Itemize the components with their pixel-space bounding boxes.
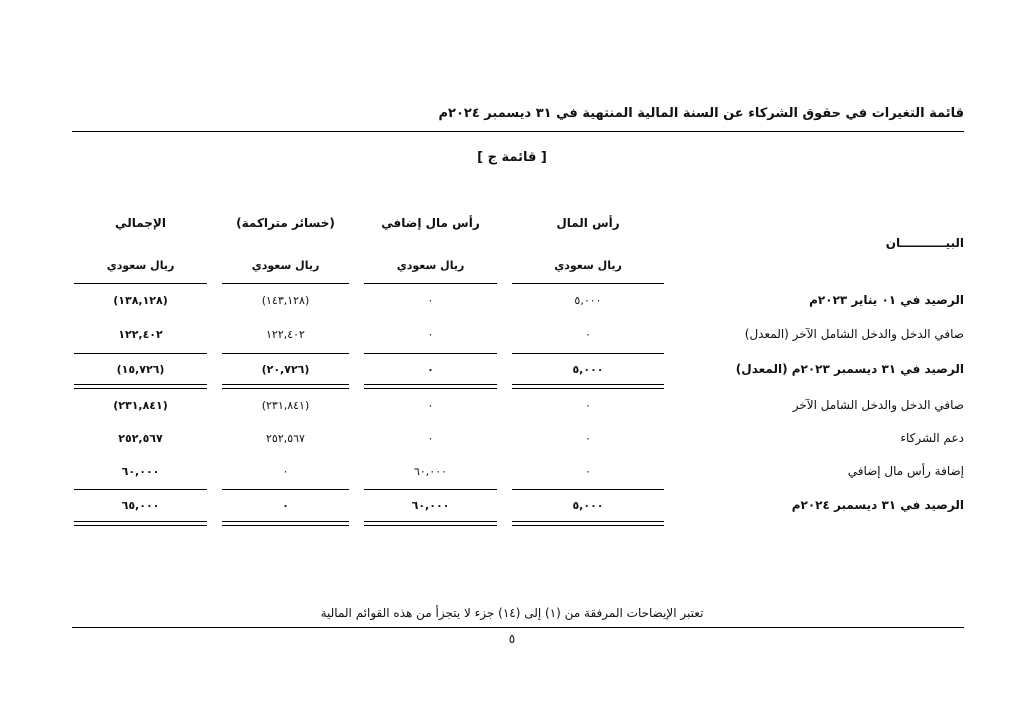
table-cell: ٠: [427, 432, 434, 445]
balance-double-rule: [74, 384, 207, 385]
document-title: قائمة التغيرات في حقوق الشركاء عن السنة المالية المنتهية في ٣١ ديسمبر ٢٠٢٤م: [438, 106, 964, 121]
balance-double-rule: [364, 525, 497, 526]
table-cell: ٥,٠٠٠: [572, 499, 604, 512]
col-unit-total: ريال سعودي: [106, 259, 175, 272]
table-cell: (١٥,٧٢٦): [116, 363, 165, 376]
header-rule: [512, 283, 664, 284]
table-cell: ٠: [427, 363, 434, 376]
col-header-additional-capital: رأس مال إضافي: [381, 216, 480, 230]
balance-double-rule: [364, 521, 497, 522]
table-cell: ٠: [585, 432, 591, 445]
row-label: الرصيد في ٣١ ديسمبر ٢٠٢٣م (المعدل): [735, 362, 964, 376]
table-cell: ١٢٢,٤٠٢: [266, 328, 305, 341]
table-cell: ٠: [585, 465, 591, 478]
table-cell: ٠: [427, 294, 434, 307]
subtotal-rule: [512, 353, 664, 354]
table-cell: ٠: [427, 399, 434, 412]
table-cell: (٢٣١,٨٤١): [261, 399, 310, 412]
row-label: صافي الدخل والدخل الشامل الآخر (المعدل): [744, 327, 964, 341]
table-cell: ٦٥,٠٠٠: [121, 499, 160, 512]
balance-double-rule: [222, 521, 349, 522]
col-header-total: الإجمالي: [115, 216, 166, 230]
table-cell: ٥,٠٠٠: [574, 294, 602, 307]
subtotal-rule: [222, 353, 349, 354]
subtotal-rule: [364, 489, 497, 490]
subtotal-rule: [512, 489, 664, 490]
balance-double-rule: [364, 384, 497, 385]
balance-double-rule: [512, 384, 664, 385]
table-cell: ٠: [282, 465, 289, 478]
subtotal-rule: [222, 489, 349, 490]
balance-double-rule: [222, 388, 349, 389]
row-label: إضافة رأس مال إضافي: [847, 464, 964, 478]
statement-column-header: البيـــــــــــان: [885, 236, 964, 250]
table-cell: (٢٣١,٨٤١): [113, 399, 168, 412]
row-label: صافي الدخل والدخل الشامل الآخر: [792, 398, 964, 412]
balance-double-rule: [222, 525, 349, 526]
table-cell: (٢٠,٧٢٦): [261, 363, 310, 376]
table-cell: ٥,٠٠٠: [572, 363, 604, 376]
table-cell: ٠: [585, 399, 591, 412]
table-cell: (١٤٣,١٢٨): [261, 294, 310, 307]
statement-reference: [ قائمة ج ]: [477, 150, 547, 165]
table-cell: ٦٠,٠٠٠: [411, 499, 450, 512]
balance-double-rule: [222, 384, 349, 385]
subtotal-rule: [364, 353, 497, 354]
header-rule: [364, 283, 497, 284]
balance-double-rule: [74, 525, 207, 526]
table-cell: ٦٠,٠٠٠: [121, 465, 160, 478]
col-unit-accumulated-losses: ريال سعودي: [251, 259, 320, 272]
table-cell: ١٢٢,٤٠٢: [118, 328, 163, 341]
table-cell: ٠: [282, 499, 289, 512]
table-cell: (١٣٨,١٢٨): [113, 294, 168, 307]
row-label: دعم الشركاء: [900, 431, 964, 445]
table-cell: ٢٥٢,٥٦٧: [266, 432, 305, 445]
col-header-accumulated-losses: (خسائر متراكمة): [236, 216, 335, 230]
col-header-capital: رأس المال: [556, 216, 620, 230]
header-rule: [222, 283, 349, 284]
title-divider: [72, 131, 964, 132]
page-number: ٥: [508, 632, 516, 646]
col-unit-additional-capital: ريال سعودي: [396, 259, 465, 272]
balance-double-rule: [74, 388, 207, 389]
table-cell: ٢٥٢,٥٦٧: [118, 432, 163, 445]
balance-double-rule: [512, 521, 664, 522]
header-rule: [74, 283, 207, 284]
balance-double-rule: [74, 521, 207, 522]
footnote: تعتبر الإيضاحات المرفقة من (١) إلى (١٤) جزء لا يتجزأ من هذه القوائم المالية: [320, 606, 704, 620]
table-cell: ٠: [427, 328, 434, 341]
row-label: الرصيد في ٣١ ديسمبر ٢٠٢٤م: [791, 498, 964, 512]
subtotal-rule: [74, 353, 207, 354]
table-cell: ٦٠,٠٠٠: [413, 465, 448, 478]
table-cell: ٠: [585, 328, 591, 341]
footer-divider: [72, 627, 964, 628]
subtotal-rule: [74, 489, 207, 490]
col-unit-capital: ريال سعودي: [554, 259, 622, 272]
balance-double-rule: [512, 525, 664, 526]
balance-double-rule: [364, 388, 497, 389]
balance-double-rule: [512, 388, 664, 389]
row-label: الرصيد في ٠١ يناير ٢٠٢٣م: [809, 293, 964, 307]
